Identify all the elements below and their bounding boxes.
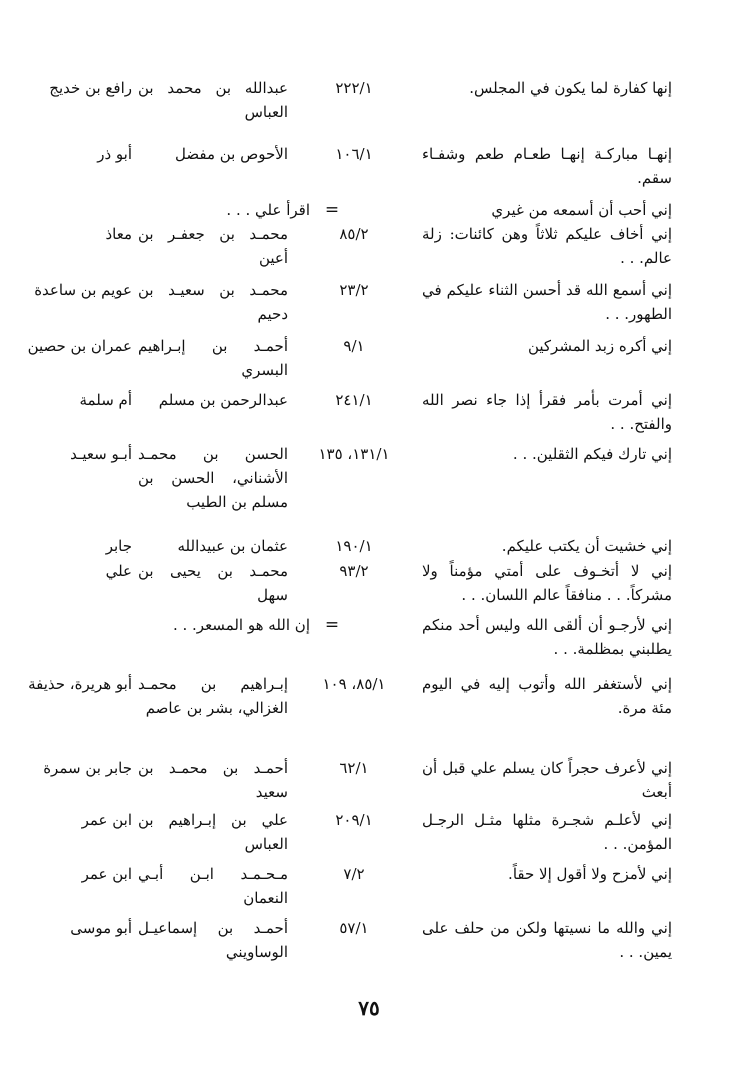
narrator-name: أحمـد بن إبـراهيم البسري [138,337,288,379]
narrator-name: محمـد بن يحيى بن سهل [138,562,288,604]
volume-page-ref: ٢٠٩/١ [335,811,373,829]
hadith-text: إني لأعرف حجراً كان يسلم علي قبل أن أبعث [422,759,672,801]
hadith-text: إني لأرجـو أن ألقى الله وليس أحد منكم يطلبني بمظلمة. . . [422,616,672,658]
companion-name: عويم بن ساعدة [34,281,132,299]
hadith-text: إني أخاف عليكم ثلاثاً وهن كائنات: زلة عالم. . . [422,225,672,267]
narrator-name: عبدالله بن محمد بن العباس [138,79,288,121]
volume-page-ref: ٢٤١/١ [335,391,373,409]
hadith-text: إنها كفارة لما يكون في المجلس. [469,79,672,97]
hadith-text: إني لأعلـم شجـرة مثلها مثـل الرجـل المؤمن. . . [422,811,672,853]
index-row [0,222,738,278]
volume-page-ref: ١٣١/١، ١٣٥ [318,445,390,463]
companion-name: ابن عمر [81,811,132,829]
volume-page-ref: ٥٧/١ [339,919,369,937]
companion-name: جابر بن سمرة [43,759,132,777]
volume-page-ref: ٨٥/١، ١٠٩ [322,675,386,693]
companion-name: أم سلمة [79,391,132,409]
narrator-name: الحسن بن محمـد الأشناني، الحسن بن مسلم بن الطيب [138,445,288,511]
hadith-text: إني لا أتخـوف على أمتي مؤمناً ولا مشركاً. . . منافقاً عالم اللسان. . . [422,562,672,604]
companion-name: علي [105,562,132,580]
equals-sign: = [324,615,340,635]
narrator-name: محمـد بن جعفـر بن أعين [138,225,288,267]
volume-page-ref: ٧/٢ [343,865,365,883]
volume-page-ref: ٩/١ [343,337,365,355]
see-reference: إن الله هو المسعر. . . [172,616,310,634]
narrator-name: الأحوص بن مفضل [175,145,288,163]
index-row [0,442,738,534]
hadith-text: إني تارك فيكم الثقلين. . . [512,445,672,463]
companion-name: أبـو سعيـد [70,445,132,463]
narrator-name: أحمـد بن محمـد بن سعيد [138,759,288,801]
narrator-name: مـحـمـد ابـن أبـي النعمان [138,865,288,907]
index-row [0,862,738,916]
companion-name: جابر [105,537,132,555]
index-row [0,534,738,559]
index-row [0,559,738,613]
page-number: ٧٥ [358,996,380,1020]
index-row [0,76,738,142]
hadith-text: إني أسمع الله قد أحسن الثناء عليكم في الطهور. . . [422,281,672,323]
index-entries [0,76,738,970]
volume-page-ref: ٢٣/٢ [339,281,369,299]
volume-page-ref: ٦٢/١ [339,759,369,777]
companion-name: أبو ذر [97,145,132,163]
index-row [0,142,738,198]
index-row [0,334,738,388]
cross-reference-row [0,613,738,672]
cross-reference-row [0,198,738,222]
index-row [0,756,738,808]
companion-name: ابن عمر [81,865,132,883]
hadith-text: إني أمرت بأمر فقرأ إذا جاء نصر الله والفتح. . . [422,391,672,433]
narrator-name: إبـراهيم بن محمـد الغزالي، بشر بن عاصم [138,675,288,717]
narrator-name: عبدالرحمن بن مسلم [158,391,288,409]
companion-name: معاذ [105,225,132,243]
narrator-name: علي بن إبـراهيم بن العباس [138,811,288,853]
index-row [0,278,738,334]
volume-page-ref: ٢٢٢/١ [335,79,373,97]
narrator-name: محمـد بن سعيـد بن دحيم [138,281,288,323]
hadith-text: إني والله ما نسيتها ولكن من حلف على يمين. . . [422,919,672,961]
narrator-name: أحمـد بن إسماعيـل الوساويني [138,919,288,961]
index-row [0,388,738,442]
volume-page-ref: ٨٥/٢ [339,225,369,243]
companion-name: عمران بن حصين [27,337,132,355]
index-row [0,808,738,862]
volume-page-ref: ١٠٦/١ [335,145,373,163]
index-row [0,916,738,970]
hadith-text: إني أحب أن أسمعه من غيري [491,201,672,219]
hadith-text: إني لأستغفر الله وأتوب إليه في اليوم مئة مرة. [422,675,672,717]
hadith-text: إني خشيت أن يكتب عليكم. [501,537,672,555]
see-reference: اقرأ علي . . . [226,201,310,219]
index-row [0,672,738,756]
hadith-text: إني لأمزح ولا أقول إلا حقاً. [508,865,672,883]
volume-page-ref: ٩٣/٢ [339,562,369,580]
volume-page-ref: ١٩٠/١ [335,537,373,555]
hadith-text: إنهـا مباركـة إنهـا طعـام طعم وشفـاء سقم. [422,145,672,187]
equals-sign: = [324,200,340,220]
narrator-name: عثمان بن عبيدالله [177,537,288,555]
hadith-text: إني أكره زبد المشركين [527,337,672,355]
companion-name: أبو هريرة، حذيفة [28,675,132,693]
companion-name: أبو موسى [70,919,132,937]
companion-name: رافع بن خديج [49,79,132,97]
